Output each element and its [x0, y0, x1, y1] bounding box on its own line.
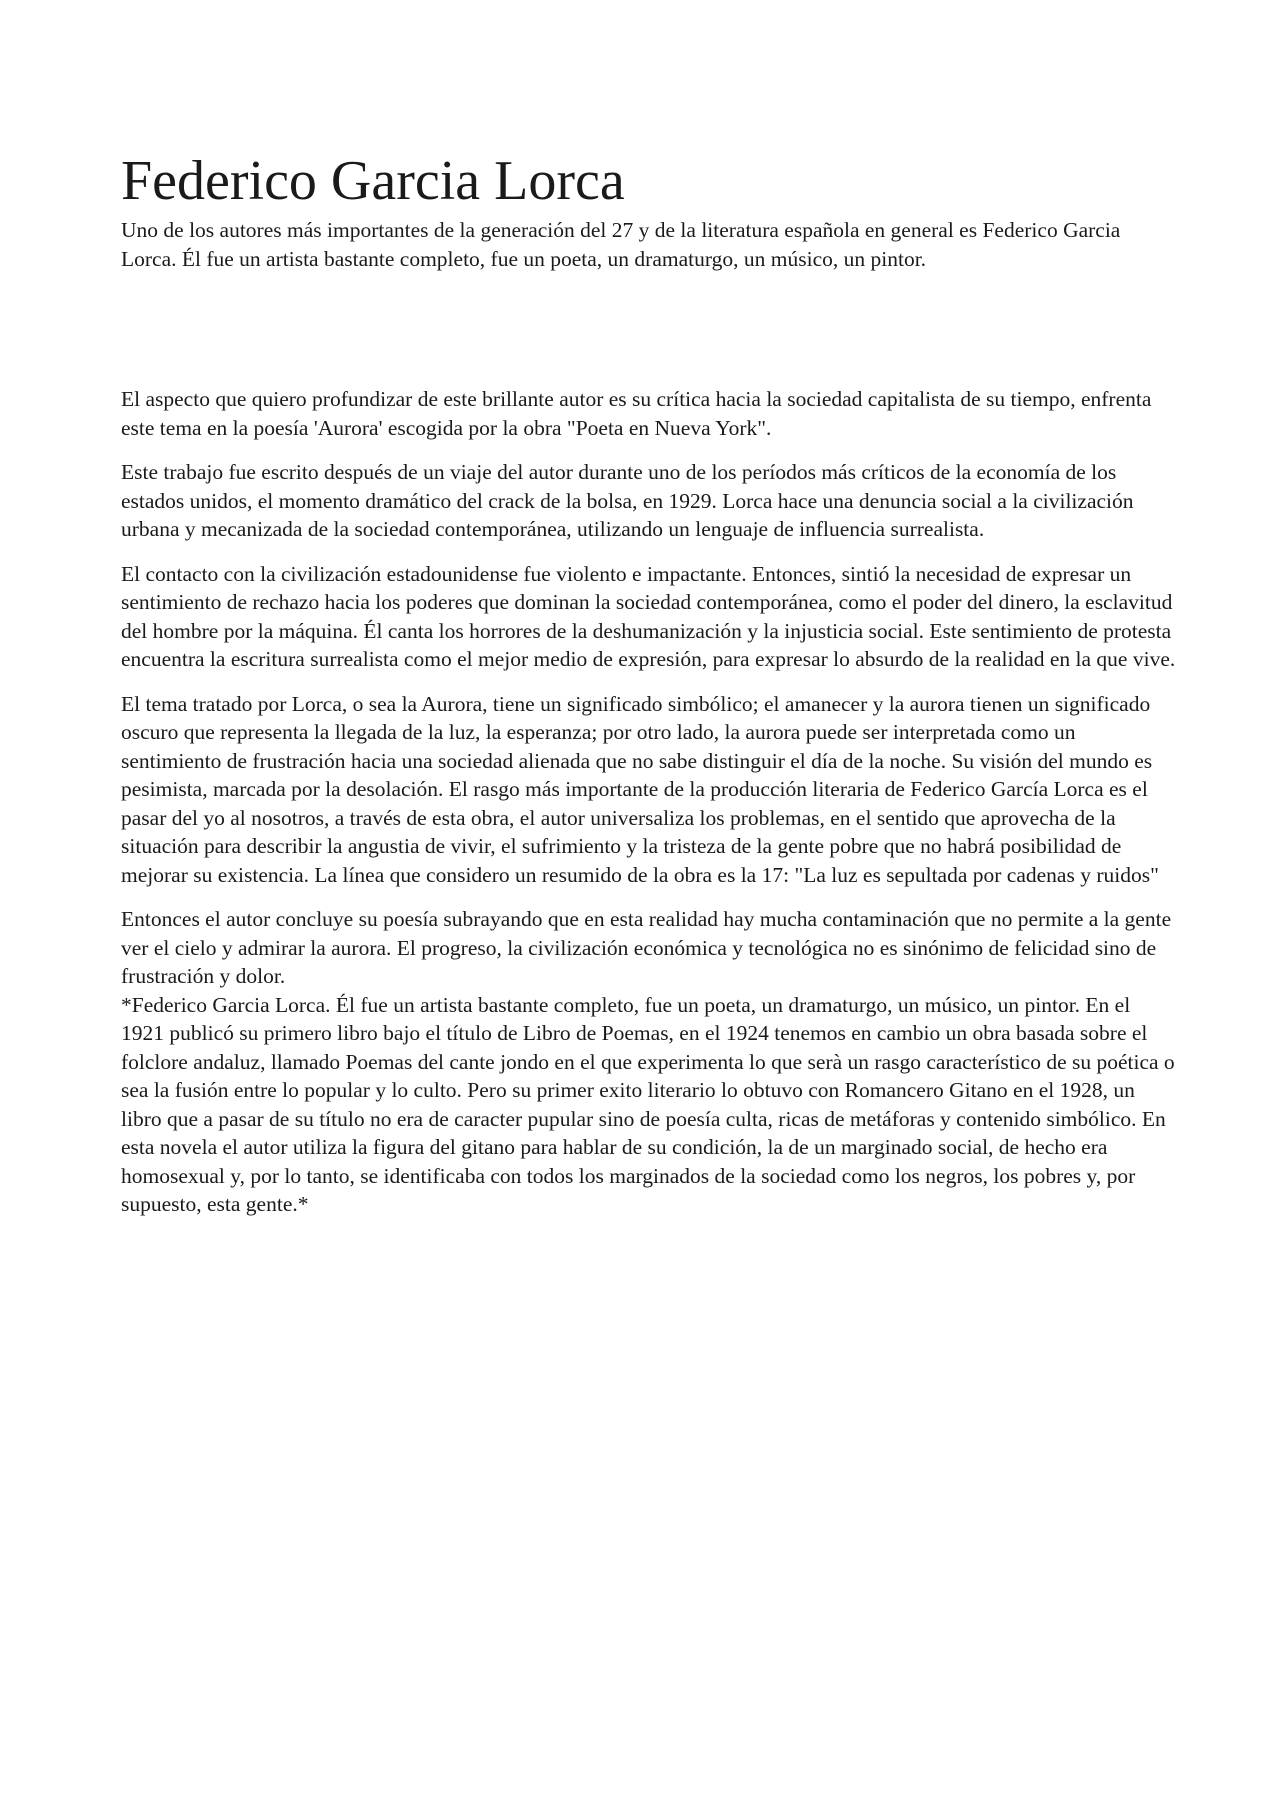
- note-paragraph: *Federico Garcia Lorca. Él fue un artista bastante completo, fue un poeta, un dramaturgo, un músico, un pintor. En el 1921 publicó su primero libro bajo el título de Libro de Poemas, en el 1924 tenemos en cambio un obra basada sobre el folclore andaluz, llamado Poemas del cante jondo en el que experimenta lo que serà un rasgo característico de su poética o sea la fusión entre lo popular y lo culto. Pero su primer exito literario lo obtuvo con Romancero Gitano en el 1928, un libro que a pasar de su título no era de caracter pupular sino de poesía culta, ricas de metáforas y contenido simbólico. En esta novela el autor utiliza la figura del gitano para hablar de su condición, la de un marginado social, de hecho era homosexual y, por lo tanto, se identificaba con todos los marginados de la sociedad como los negros, los pobres y, por supuesto, esta gente.*: [121, 992, 1175, 1216]
- body-paragraph: El aspecto que quiero profundizar de este brillante autor es su crítica hacia la sociedad capitalista de su tiempo, enfrenta este tema en la poesía 'Aurora' escogida por la obra "Poeta en Nueva York".: [121, 387, 1152, 440]
- document-title: Federico Garcia Lorca: [121, 150, 625, 212]
- intro-paragraph: Uno de los autores más importantes de la generación del 27 y de la literatura española en general es Federico Garcia Lorca. Él fue un artista bastante completo, fue un poeta, un dramaturgo, un músico, un pintor.: [121, 218, 1121, 271]
- body-paragraph: Este trabajo fue escrito después de un viaje del autor durante uno de los períodos más críticos de la economía de los estados unidos, el momento dramático del crack de la bolsa, en 1929. Lorca hace una denuncia social a la civilización urbana y mecanizada de la sociedad contemporánea, utilizando un lenguaje de influencia surrealista.: [121, 460, 1134, 541]
- body-paragraph: Entonces el autor concluye su poesía subrayando que en esta realidad hay mucha contaminación que no permite a la gente ver el cielo y admirar la aurora. El progreso, la civilización económica y tecnológica no es sinónimo de felicidad sino de frustración y dolor.: [121, 907, 1172, 988]
- document-page: [121, 150, 1176, 1235]
- body-paragraph: El tema tratado por Lorca, o sea la Aurora, tiene un significado simbólico; el amanecer y la aurora tienen un significado oscuro que representa la llegada de la luz, la esperanza; por otro lado, la aurora puede ser interpretada como un sentimiento de frustración hacia una sociedad alienada que no sabe distinguir el día de la noche. Su visión del mundo es pesimista, marcada por la desolación. El rasgo más importante de la producción literaria de Federico García Lorca es el pasar del yo al nosotros, a través de esta obra, el autor universaliza los problemas, en el sentido que aprovecha de la situación para describir la angustia de vivir, el sufrimiento y la tristeza de la gente pobre que no habrá posibilidad de mejorar su existencia. La línea que considero un resumido de la obra es la 17: "La luz es sepultada por cadenas y ruidos": [121, 691, 1159, 887]
- body-paragraph: El contacto con la civilización estadounidense fue violento e impactante. Entonces, sintió la necesidad de expresar un sentimiento de rechazo hacia los poderes que dominan la sociedad contemporánea, como el poder del dinero, la esclavitud del hombre por la máquina. Él canta los horrores de la deshumanización y la injusticia social. Este sentimiento de protesta encuentra la escritura surrealista como el mejor medio de expresión, para expresar lo absurdo de la realidad en la que vive.: [121, 561, 1176, 671]
